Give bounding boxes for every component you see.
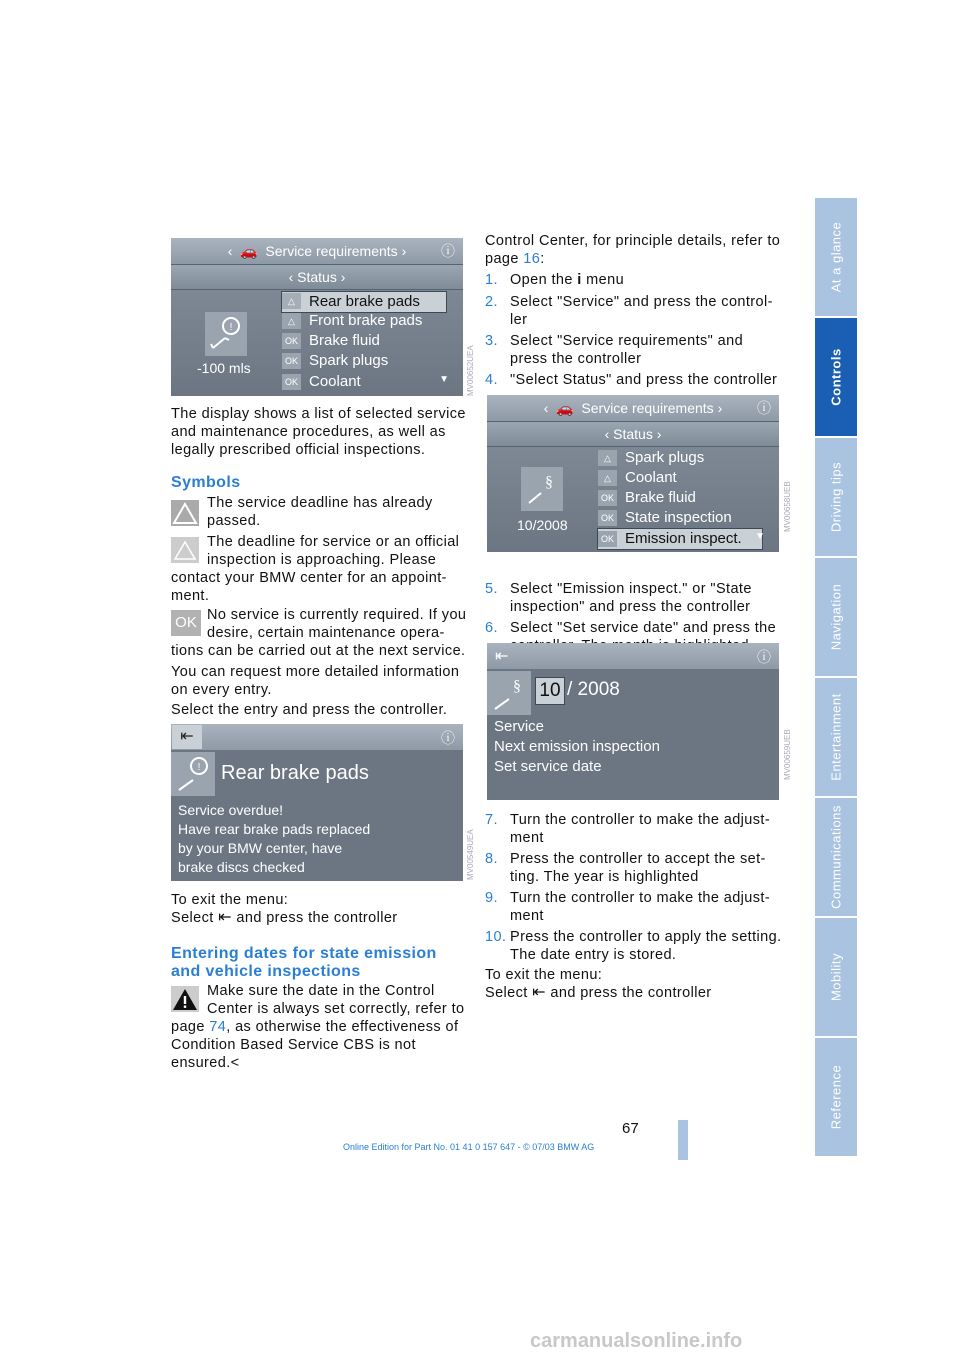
- list-item[interactable]: Spark plugs: [309, 352, 389, 369]
- screen-service-status: [487, 395, 779, 552]
- list-item[interactable]: Coolant: [309, 373, 361, 390]
- step-text: Select "Emission inspect." or "State: [510, 581, 752, 597]
- detail-line: Service: [494, 718, 545, 735]
- warning-line: ensured.<: [171, 1055, 240, 1071]
- ok-badge: OK: [598, 510, 617, 526]
- section-heading: Entering dates for state emission and vehicle inspections: [171, 945, 437, 980]
- symbol-description-line: The deadline for service or an official: [207, 534, 460, 550]
- warning-line: Make sure the date in the Control: [207, 983, 435, 999]
- step-text: ting. The year is highlighted: [510, 869, 699, 885]
- step-number: 7.: [485, 812, 498, 828]
- mileage-value: -100 mls: [197, 360, 251, 376]
- info-icon: ⓘ: [757, 400, 771, 416]
- symbol-description-line: contact your BMW center for an appoint-: [171, 570, 447, 586]
- exit-paragraph: To exit the menu:: [171, 892, 289, 908]
- step-text: press the controller: [510, 351, 642, 367]
- list-item[interactable]: Brake fluid: [625, 489, 696, 506]
- list-item[interactable]: Emission inspect.: [625, 530, 742, 547]
- ok-badge: OK: [282, 374, 301, 390]
- step-number: 8.: [485, 851, 498, 867]
- intro-paragraph: The display shows a list of selected service and maintenance procedures, as well as legally prescribed official inspections.: [171, 406, 466, 458]
- step-number: 9.: [485, 890, 498, 906]
- warning-icon: △: [598, 450, 617, 466]
- step-text: Turn the controller to make the adjust-: [510, 812, 771, 828]
- detail-line: Service overdue!: [178, 802, 284, 818]
- warning-icon: △: [282, 293, 301, 309]
- back-arrow-icon: ⇤: [218, 909, 232, 926]
- svg-text:§: §: [545, 474, 553, 491]
- screen-list-panel: [487, 447, 779, 552]
- sidebar-tab-reference[interactable]: Reference: [815, 1038, 857, 1156]
- scroll-down-icon[interactable]: ▼: [755, 531, 765, 542]
- page-marker: [678, 1120, 688, 1160]
- step-text: "Select Status" and press the controller: [510, 372, 778, 388]
- detail-title: Rear brake pads: [221, 762, 369, 784]
- ok-icon: OK: [171, 610, 201, 636]
- warning-line: Condition Based Service CBS is not: [171, 1037, 416, 1053]
- list-item[interactable]: State inspection: [625, 509, 732, 526]
- ok-badge: OK: [282, 333, 301, 349]
- list-item[interactable]: Spark plugs: [625, 449, 705, 466]
- scroll-down-icon[interactable]: ▼: [439, 374, 449, 385]
- month-field[interactable]: 10: [535, 677, 565, 705]
- sidebar-tab-at-a-glance[interactable]: At a glance: [815, 198, 857, 316]
- due-date-value: 10/2008: [517, 517, 568, 533]
- list-item[interactable]: Brake fluid: [309, 332, 380, 349]
- screen-rear-brake-pads: [171, 724, 463, 881]
- step-text: The date entry is stored.: [510, 947, 677, 963]
- step-number: 5.: [485, 581, 498, 597]
- select-paragraph: Select the entry and press the controller.: [171, 702, 448, 718]
- intro-line: page 16:: [485, 251, 545, 267]
- sidebar-tab-navigation[interactable]: Navigation: [815, 558, 857, 676]
- step-text: ment: [510, 908, 544, 924]
- step-text: ler: [510, 312, 528, 328]
- exit-paragraph: To exit the menu:: [485, 967, 603, 983]
- symbols-heading: Symbols: [171, 474, 241, 491]
- service-overdue-warning-icon: [171, 500, 199, 526]
- screen-subtitle-bar: ‹ Status ›: [171, 265, 463, 289]
- screen-set-service-date: [487, 643, 779, 800]
- year-field[interactable]: / 2008: [567, 679, 620, 700]
- warning-icon: [171, 986, 199, 1012]
- back-arrow-icon[interactable]: ⇤: [495, 648, 509, 665]
- info-icon: ⓘ: [757, 649, 771, 665]
- request-paragraph: You can request more detailed information on every entry.: [171, 664, 460, 698]
- watermark-text: carmanualsonline.info: [530, 1330, 743, 1352]
- step-text: ment: [510, 830, 544, 846]
- info-icon: ⓘ: [441, 730, 455, 746]
- image-code: MV00658UEB: [783, 481, 792, 532]
- service-icon: [205, 312, 247, 356]
- step-text: Select "Service requirements" and: [510, 333, 744, 349]
- step-number: 10.: [485, 929, 507, 945]
- list-item[interactable]: Coolant: [625, 469, 677, 486]
- exit-instruction: Select ⇤ and press the controller: [171, 909, 398, 926]
- info-icon: ⓘ: [441, 243, 455, 259]
- detail-line: brake discs checked: [178, 859, 305, 875]
- inspection-icon: [521, 467, 563, 511]
- image-code: MV00659UEB: [783, 729, 792, 780]
- svg-text:!: !: [197, 762, 201, 773]
- symbol-description-line: ment.: [171, 588, 210, 604]
- warning-icon: △: [598, 470, 617, 486]
- screen-subtitle-bar: ‹ Status ›: [487, 422, 779, 446]
- sidebar-tab-entertainment[interactable]: Entertainment: [815, 678, 857, 796]
- inspection-icon: [487, 671, 531, 715]
- ok-badge: OK: [282, 353, 301, 369]
- svg-text:!: !: [229, 322, 233, 333]
- step-text: Select "Set service date" and press the: [510, 620, 777, 636]
- screen-list-panel: [171, 290, 463, 396]
- step-text: Open the i menu: [510, 272, 625, 288]
- screen-title-bar: [487, 643, 779, 669]
- symbol-description-line: tions can be carried out at the next service.: [171, 643, 466, 659]
- step-text: Press the controller to accept the set-: [510, 851, 766, 867]
- step-text: Press the controller to apply the setting.: [510, 929, 782, 945]
- step-text: Turn the controller to make the adjust-: [510, 890, 771, 906]
- list-item[interactable]: Rear brake pads: [309, 293, 420, 310]
- step-number: 1.: [485, 272, 498, 288]
- screen-title-bar: ‹ 🚗 Service requirements › ⓘ: [171, 238, 463, 264]
- ok-badge: OK: [598, 531, 617, 547]
- detail-line: Have rear brake pads replaced: [178, 821, 371, 837]
- detail-line: Set service date: [494, 758, 602, 775]
- service-icon: [171, 752, 215, 796]
- warning-line: page 74, as otherwise the effectiveness of: [171, 1019, 459, 1035]
- intro-line: Control Center, for principle details, refer to: [485, 233, 781, 249]
- back-arrow-icon: ⇤: [532, 984, 546, 1001]
- symbol-description-line: No service is currently required. If you: [207, 607, 467, 623]
- step-number: 2.: [485, 294, 498, 310]
- step-text: Select "Service" and press the control-: [510, 294, 773, 310]
- step-number: 3.: [485, 333, 498, 349]
- deadline-approaching-icon: [171, 537, 199, 563]
- image-code: MV00549UEA: [466, 829, 475, 880]
- exit-instruction: Select ⇤ and press the controller: [485, 984, 712, 1001]
- sidebar-tab-driving-tips[interactable]: Driving tips: [815, 438, 857, 556]
- symbol-description-line: inspection is approaching. Please: [207, 552, 437, 568]
- detail-line: by your BMW center, have: [178, 840, 343, 856]
- symbol-description: The service deadline has already passed.: [207, 495, 433, 529]
- sidebar-tab-controls[interactable]: Controls: [815, 318, 857, 436]
- page-link[interactable]: 16: [523, 251, 541, 267]
- image-code: MV00652UEA: [466, 345, 475, 396]
- step-text: inspection" and press the controller: [510, 599, 751, 615]
- list-item[interactable]: Front brake pads: [309, 312, 423, 329]
- step-number: 4.: [485, 372, 498, 388]
- screen-title-bar: [171, 724, 463, 750]
- back-arrow-icon[interactable]: ⇤: [172, 725, 202, 749]
- detail-line: Next emission inspection: [494, 738, 660, 755]
- page-number: 67: [622, 1120, 639, 1137]
- screen-title-bar: ‹ 🚗 Service requirements › ⓘ: [487, 395, 779, 421]
- warning-icon: △: [282, 313, 301, 329]
- sidebar-tab-communications[interactable]: Communications: [815, 798, 857, 916]
- online-edition-note: Online Edition for Part No. 01 41 0 157 647 - © 07/03 BMW AG: [343, 1142, 595, 1152]
- warning-line: Center is always set correctly, refer to: [207, 1001, 465, 1017]
- step-number: 6.: [485, 620, 498, 636]
- symbol-description-line: desire, certain maintenance opera-: [207, 625, 445, 641]
- screen-service-requirements: [171, 238, 463, 396]
- sidebar-tab-mobility[interactable]: Mobility: [815, 918, 857, 1036]
- info-menu-icon: i: [577, 272, 582, 288]
- ok-badge: OK: [598, 490, 617, 506]
- page-link[interactable]: 74: [209, 1019, 227, 1035]
- svg-text:§: §: [513, 678, 521, 695]
